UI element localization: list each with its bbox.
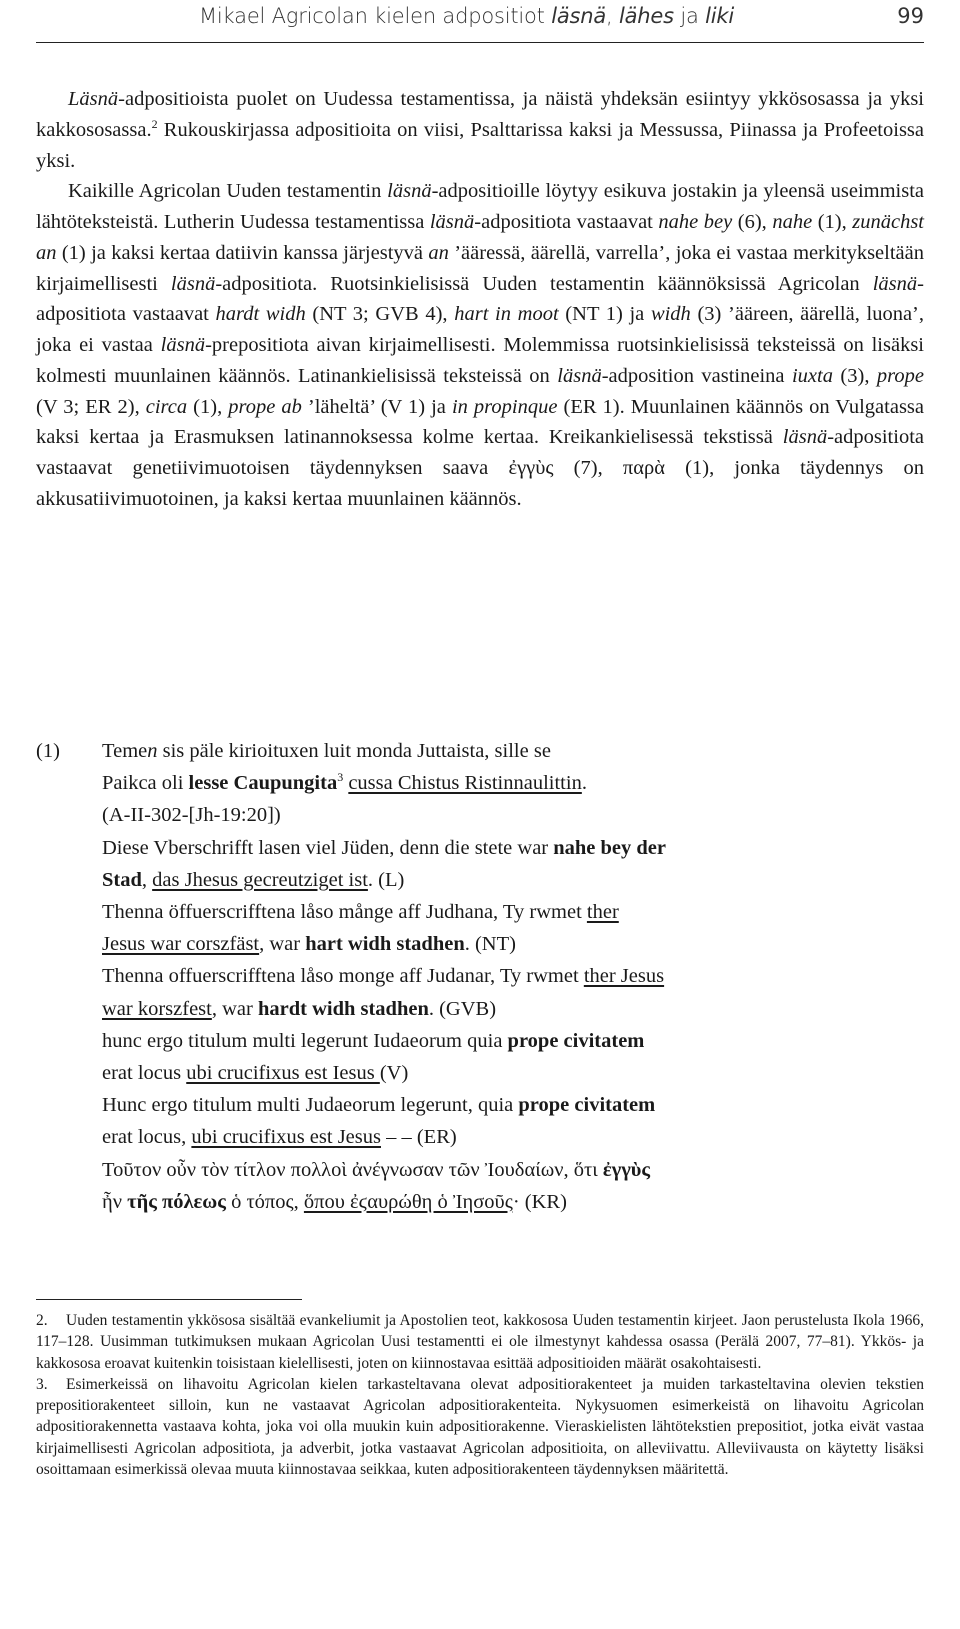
bold-adposition: Stad [102, 868, 142, 891]
italic-term: läsnä [387, 180, 432, 203]
example-line [102, 864, 924, 896]
bold-adposition: τῆς πόλεως [127, 1190, 226, 1213]
example-line [102, 1121, 924, 1153]
text-run: -adpositiota vastaavat [36, 272, 924, 326]
text-run: Rukouskirjassa adpositioita on viisi, Psalttarissa kaksi ja Messussa, Piinassa ja Profeetoissa yksi. [36, 118, 924, 172]
page-number: 99 [897, 4, 924, 28]
italic-term: hardt widh [215, 303, 306, 326]
example-line [102, 767, 924, 799]
example-line [102, 1154, 924, 1186]
italic-letter: n [147, 740, 158, 762]
text-run: , [141, 868, 153, 891]
text-run: Diese Vberschrifft lasen viel Jüden, denn die stete war [102, 836, 554, 859]
text-run: erat locus, [102, 1126, 192, 1149]
text-run: (1) ja kaksi kertaa datiivin kanssa järjestyvä [56, 241, 429, 264]
example-line [102, 960, 924, 992]
italic-term: läsnä [160, 334, 206, 356]
italic-term: zunächst an [36, 211, 924, 264]
paragraph-1 [36, 84, 924, 176]
text-run: (NT 1) ja [558, 303, 651, 326]
text-run: Paikca oli [102, 772, 189, 795]
underlined-text: ubi crucifixus est Iesus [186, 1062, 380, 1085]
italic-term: läsnä [429, 211, 475, 233]
text-run: ἦν [102, 1190, 128, 1213]
text-run: · (KR) [512, 1190, 567, 1213]
text-run: -prepositiota aivan kirjaimellisesti. Molemmissa ruotsinkielisissä teksteissä on lisäksi kolmesti muunlainen käännös. Latinankielisissä teksteissä on [36, 334, 924, 387]
example-line [102, 993, 924, 1025]
footnotes [36, 1310, 924, 1480]
example-line [102, 1057, 924, 1089]
title-text: , [606, 4, 619, 28]
underlined-text: ther [586, 901, 619, 924]
underlined-text: ubi crucifixus est Jesus [191, 1126, 381, 1149]
running-header [36, 4, 924, 43]
text-run: . [581, 772, 587, 795]
running-title [199, 4, 734, 28]
example-line [102, 1089, 924, 1121]
example-line [102, 832, 924, 864]
text-run: Τοῦτον οὖν τὸν τίτλον πολλοὶ ἀνέγνωσαν τῶν Ἰουδαίων, ὅτι [102, 1158, 603, 1181]
text-run: (V) [379, 1062, 409, 1085]
text-run: -adpositiota vastaavat [474, 211, 659, 233]
example-lines [102, 735, 924, 1218]
title-text: ja [673, 4, 706, 28]
italic-term: läsnä [782, 426, 828, 449]
italic-term: prope [876, 364, 924, 387]
example-line [102, 896, 924, 928]
underlined-text: das Jhesus gecreutziget ist [152, 868, 368, 891]
footnote-ref-2[interactable]: 2 [151, 116, 158, 131]
example-line [102, 1025, 924, 1057]
underlined-text: Jesus war corszfäst [102, 933, 260, 956]
underlined-text: ther Jesus [583, 965, 665, 988]
text-run: erat locus [102, 1062, 187, 1085]
text-run: . (GVB) [428, 997, 497, 1020]
example-1 [36, 735, 924, 1218]
text-run: -adpositioille löytyy esikuva jostakin ja yleensä useimmista lähtöteksteistä. Lutherin Uudessa testamentissa [36, 180, 925, 233]
text-run: -adpositiota vastaavat genetiivimuotoisen täydennyksen saava ἐγγὺς (7), παρὰ (1), jonka täydennys on akkusatiivimuotoinen, ja kaksi kertaa muunlainen käännös. [36, 426, 924, 510]
text-run: Teme [102, 740, 148, 762]
example-line [102, 928, 924, 960]
text-run: – – (ER) [380, 1126, 457, 1149]
italic-term: läsnä [872, 272, 918, 295]
text-run: . (L) [367, 868, 405, 891]
paragraph-2 [36, 176, 924, 514]
text-run: (3) ’ääreen, äärellä, luona’, joka ei vastaa [36, 303, 924, 356]
main-text [36, 84, 924, 515]
bold-adposition: nahe bey der [553, 836, 666, 859]
text-run: (NT 3; GVB 4), [305, 303, 455, 326]
text-run: , war [211, 997, 258, 1020]
bold-adposition: hardt widh stadhen [257, 997, 429, 1020]
bold-adposition: ἐγγὺς [602, 1158, 651, 1181]
footnote-3 [36, 1374, 924, 1480]
title-italic: liki [705, 4, 734, 28]
footnote-number: 2. [36, 1312, 48, 1329]
bold-adposition: prope civitatem [518, 1094, 656, 1117]
italic-term: läsnä [557, 364, 602, 387]
footnote-divider [36, 1299, 302, 1300]
text-run: ὁ τόπος, [225, 1190, 304, 1213]
bold-adposition: prope civitatem [507, 1029, 645, 1052]
italic-term: iuxta [791, 364, 833, 387]
text-run: sis päle kirioituxen luit monda Juttaista, sille se [157, 740, 551, 762]
italic-term: widh [650, 303, 691, 326]
example-line [102, 1186, 924, 1218]
italic-term: nahe bey [658, 211, 733, 233]
text-run: . (NT) [464, 933, 516, 956]
text-run: Thenna offuerscrifftena låso monge aff Judanar, Ty rwmet [102, 965, 584, 988]
text-run: (V 3; ER 2), [36, 395, 146, 418]
example-number: (1) [36, 740, 60, 762]
footnote-number: 3. [36, 1375, 48, 1393]
italic-term: läsnä [170, 272, 216, 295]
text-run: (6), [732, 211, 773, 233]
footnote-2 [36, 1310, 924, 1374]
italic-term: an [428, 241, 449, 264]
footnote-text: Uuden testamentin ykkösosa sisältää evankeliumit ja Apostolien teot, kakkososa Uuden testamentin kirjeet. Jaon perustelusta Ikola 1966, 117–128. Uusimman tutkimuksen mukaan Agricolan Uusi testamentti ei ole ilmestynyt kahdessa osassa (Perälä 2007, 77–81). Ykkös- ja kakkososa eroavat kuitenkin toisistaan kielellisesti, joten on kiinnostavaa esittää adpositioiden määrät osakohtaisesti. [36, 1312, 924, 1372]
italic-term: nahe [772, 211, 813, 233]
text-run: (ER 1). Muunlainen käännös on Vulgatassa kaksi kertaa ja Erasmuksen latinannoksessa kolme kertaa. Kreikankielisessä tekstissä [36, 395, 924, 449]
text-run: Kaikille Agricolan Uuden testamentin [68, 180, 388, 203]
title-text: Mikael Agricolan kielen adpositiot [199, 4, 552, 28]
footnote-ref-3[interactable]: 3 [337, 770, 344, 785]
text-run: Hunc ergo titulum multi Judaeorum legerunt, quia [102, 1094, 519, 1117]
text-run: , war [259, 933, 306, 956]
text-run: Thenna öffuerscrifftena låso månge aff Judhana, Ty rwmet [102, 901, 587, 924]
italic-term: hart in moot [454, 303, 559, 326]
footnote-text: Esimerkeissä on lihavoitu Agricolan kielen tarkasteltavana olevat adpositiorakenteet ja muiden tarkasteltavina olevien tekstien prepositiorakenteet silloin, kun ne vastaavat Agricolan adpositiorakenteita. Nykysuomen esimerkeistä on lihavoitu Agricolan adpositiorakennetta vastaava kohta, joka voi olla muukin kuin adpositiorakenne. Vieraskielisten lähtötekstien prepositiot, jotka eivät vastaa kirjaimellisesti Agricolan adpositiota, ja adverbit, jotka vastaavat Agricolan adpositioita, on alleviivattu. Alleviivausta on käytetty lisäksi osoittamaan esimerkissä olevaa muuta kiinnostavaa seikkaa, kuten adpositiorakenteen täydennyksen määritettä. [36, 1375, 924, 1479]
example-source: (A-II-302-[Jh-19:20]) [102, 804, 281, 827]
text-run: -adpositioista puolet on Uudessa testamentissa, ja näistä yhdeksän esiintyy ykkösosassa ja yksi kakkososassa. [36, 88, 924, 141]
example-line [102, 735, 924, 767]
title-italic: läsnä [551, 4, 607, 28]
title-italic: lähes [618, 4, 674, 28]
italic-term: prope ab [228, 395, 302, 418]
text-run: hunc ergo titulum multi legerunt Iudaeorum quia [102, 1029, 508, 1052]
italic-term: in propinque [451, 395, 558, 418]
underlined-text: ὅπου ἐϛαυρώθη ὁ Ἰησοῦς [303, 1190, 513, 1213]
underlined-text: cussa Chistus Ristinnaulittin [348, 772, 582, 795]
italic-term: circa [145, 395, 188, 418]
text-run: -adposition vastineina [601, 364, 792, 387]
italic-term: Läsnä [68, 88, 119, 110]
text-run: (1), [812, 211, 853, 233]
bold-adposition: hart widh stadhen [305, 933, 465, 956]
text-run: ’läheltä’ (V 1) ja [301, 395, 452, 418]
text-run: (3), [832, 364, 877, 387]
bold-adposition: lesse Caupungita [188, 772, 338, 795]
text-run: ’ääressä, äärellä, varrella’, joka ei vastaa merkitykseltään kirjaimellisesti [36, 241, 924, 295]
text-run: (1), [187, 395, 229, 418]
text-run: -adpositiota. Ruotsinkielisissä Uuden testamentin käännöksissä Agricolan [215, 272, 873, 295]
underlined-text: war korszfest [102, 997, 212, 1020]
